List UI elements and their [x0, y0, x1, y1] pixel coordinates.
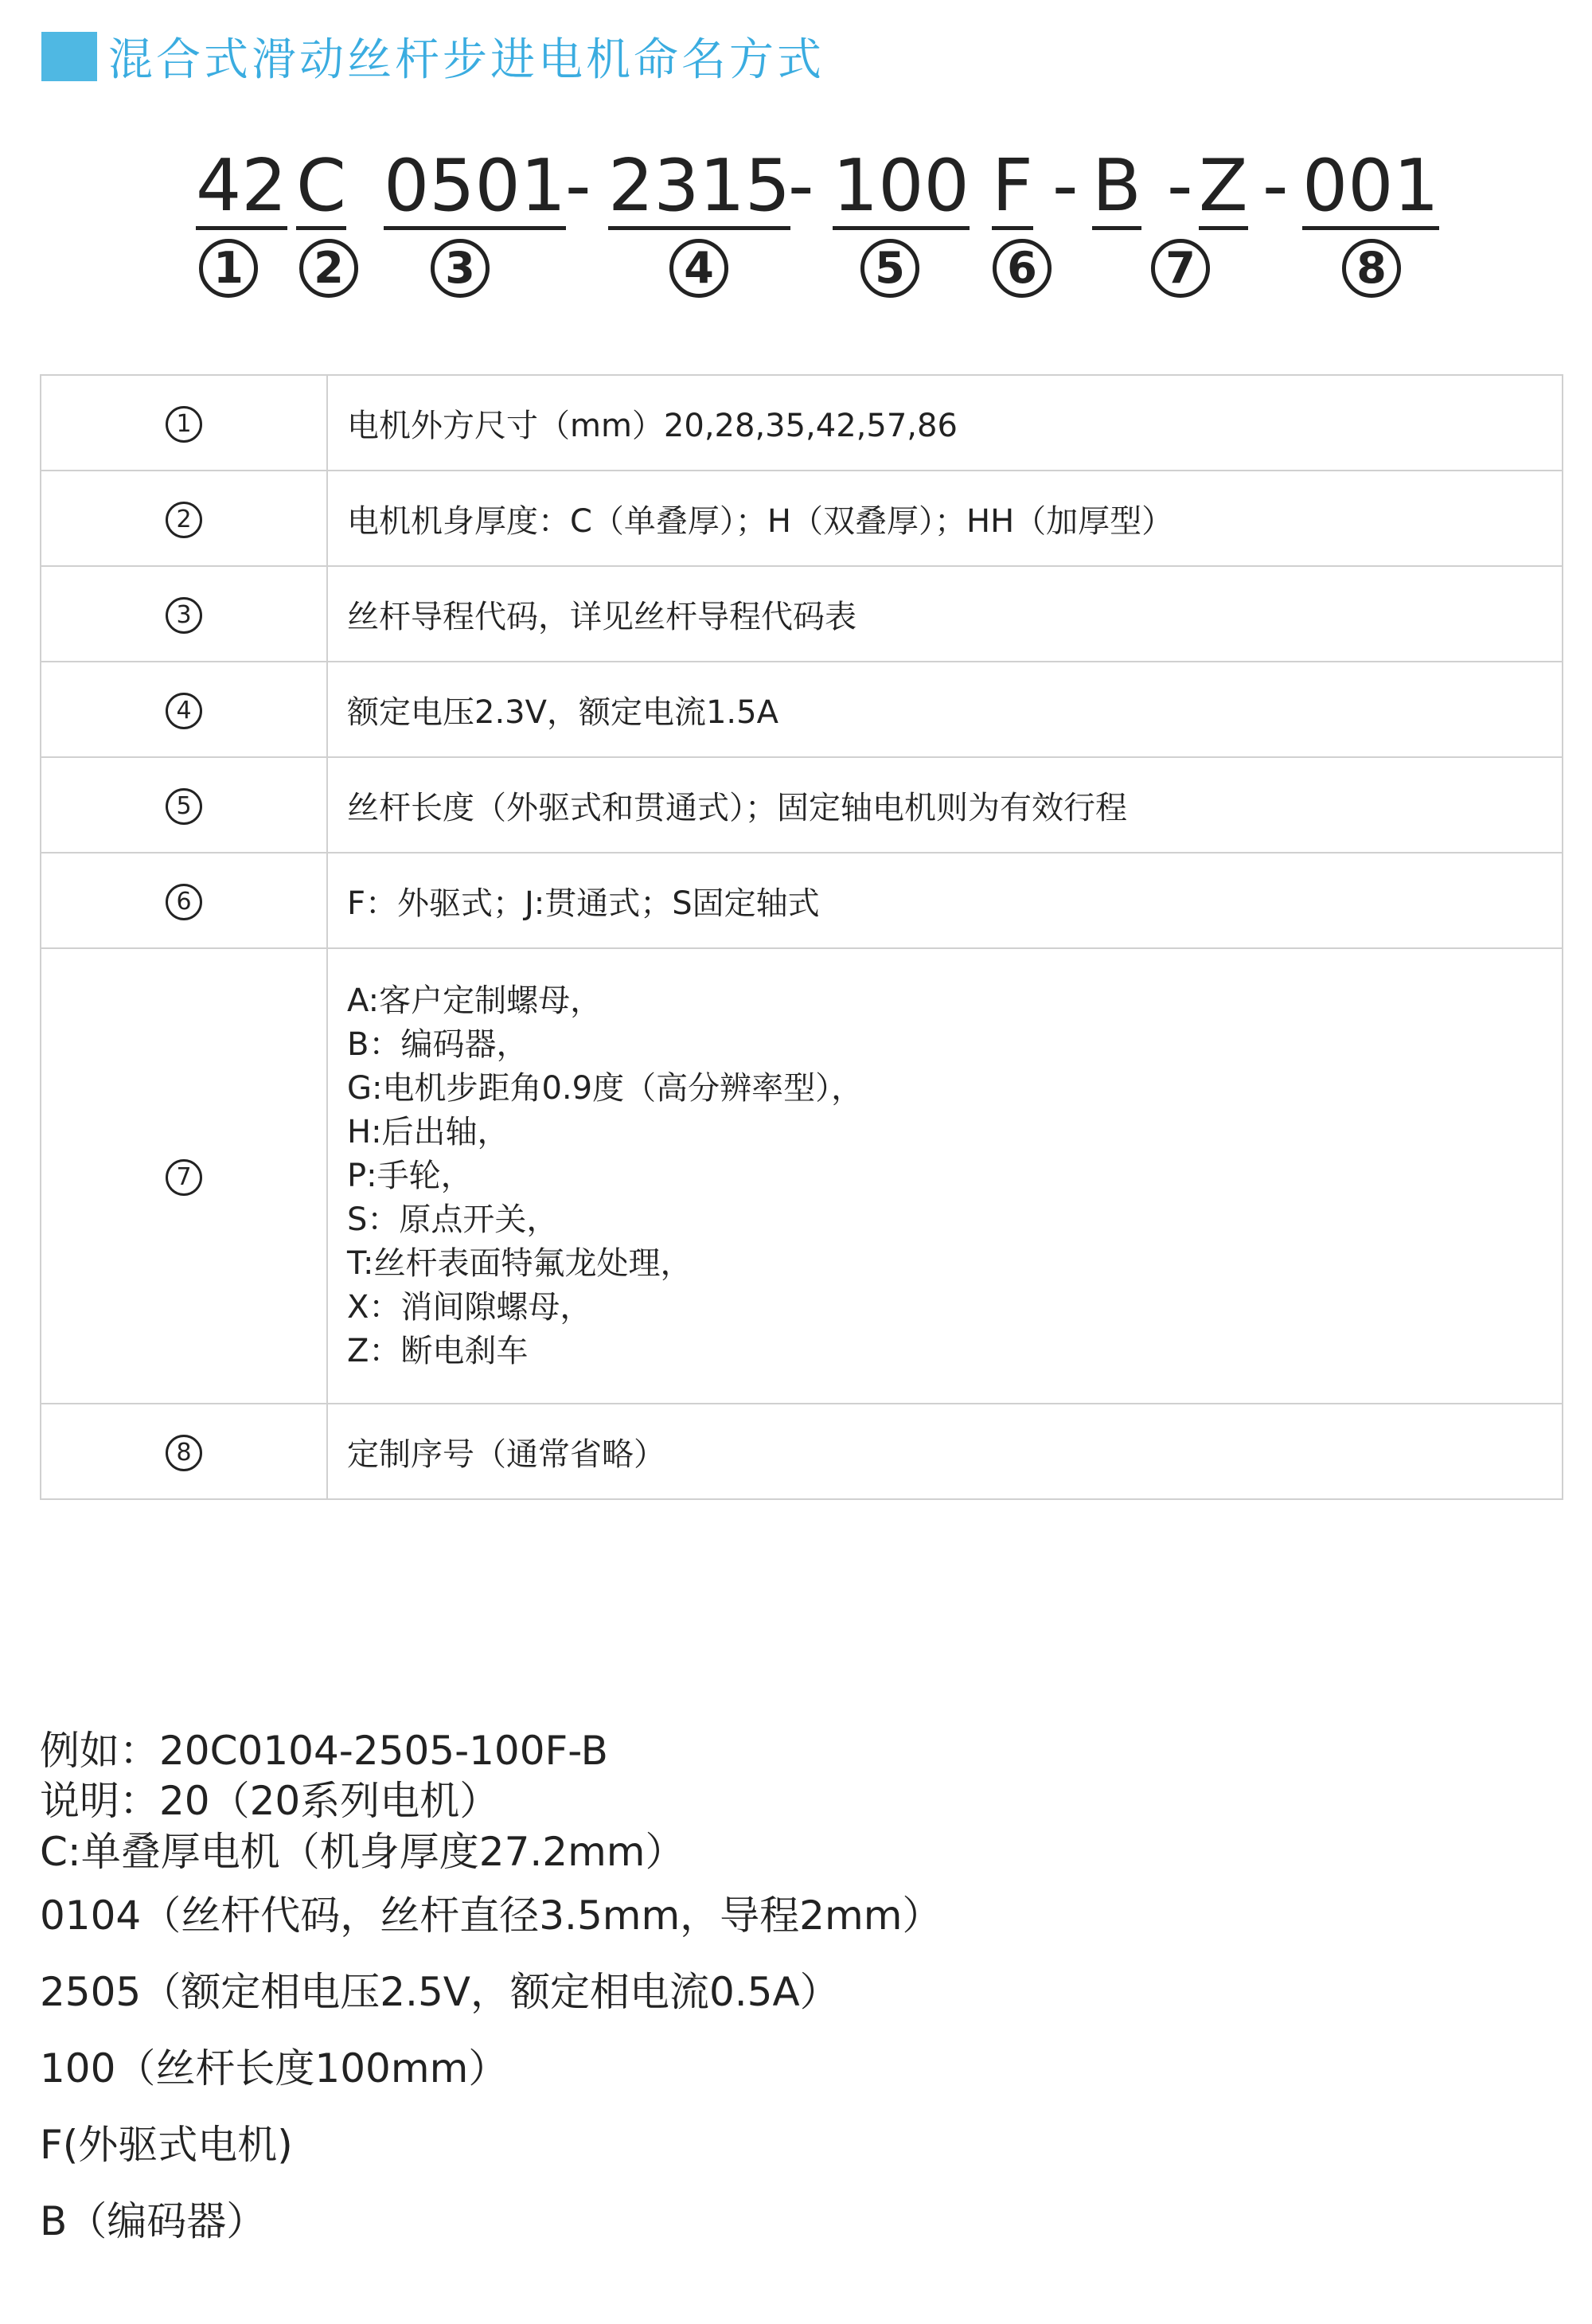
row-description: 电机机身厚度：C（单叠厚）；H（双叠厚）；HH（加厚型）: [327, 471, 1563, 566]
code-segment-6: F: [992, 146, 1033, 230]
code-number-5: 5: [860, 239, 919, 298]
example-line: 100（丝杆长度100mm）: [40, 2045, 509, 2092]
example-section: [40, 1726, 1552, 2260]
title-accent-square: [41, 32, 97, 81]
code-segment-4: 2315: [608, 146, 790, 230]
row-number: 3: [166, 597, 202, 634]
example-line: C:单叠厚电机（机身厚度27.2mm）: [40, 1829, 685, 1875]
option-item: A:客户定制螺母，: [347, 982, 603, 1019]
row-number: 2: [166, 502, 202, 538]
code-separator: -: [1262, 144, 1289, 228]
code-separator: -: [1167, 144, 1193, 228]
row-number: 4: [166, 693, 202, 729]
example-line: F(外驱式电机): [40, 2122, 293, 2168]
table-row: [41, 1404, 1563, 1499]
option-item: B：编码器，: [347, 1025, 529, 1063]
example-line: 例如：20C0104-2505-100F-B: [40, 1728, 608, 1774]
code-segment-8: Z: [1199, 146, 1248, 230]
row-options-cell: [327, 948, 1563, 1404]
row-description: 丝杆长度（外驱式和贯通式）；固定轴电机则为有效行程: [327, 757, 1563, 853]
example-line: 2505（额定相电压2.5V，额定相电流0.5A）: [40, 1969, 840, 2015]
option-item: T:丝杆表面特氟龙处理，: [347, 1244, 693, 1282]
page-title: 混合式滑动丝杆步进电机命名方式: [108, 34, 825, 86]
row-description: F：外驱式；J:贯通式；S固定轴式: [327, 853, 1563, 948]
option-item: H:后出轴，: [347, 1113, 509, 1150]
code-separator: -: [565, 144, 591, 228]
page-title-bar: [41, 29, 825, 84]
code-number-3: 3: [431, 239, 490, 298]
table-row: [41, 471, 1563, 566]
example-line: B（编码器）: [40, 2198, 267, 2244]
row-description: 丝杆导程代码，详见丝杆导程代码表: [327, 566, 1563, 662]
row-number: 5: [166, 788, 202, 825]
naming-table: [40, 374, 1563, 1500]
row-description: 电机外方尺寸（mm）20,28,35,42,57,86: [327, 375, 1563, 471]
table-row: [41, 375, 1563, 471]
table-row: [41, 662, 1563, 757]
code-number-8: 8: [1342, 239, 1401, 298]
code-segment-5: 100: [833, 146, 970, 230]
code-separator: -: [1052, 144, 1079, 228]
example-line: 说明：20（20系列电机）: [40, 1778, 500, 1824]
option-item: P:手轮，: [347, 1157, 473, 1194]
row-number: 6: [166, 884, 202, 920]
option-item: S：原点开关，: [347, 1201, 559, 1238]
code-segment-1: 42: [196, 146, 287, 230]
code-number-7: 7: [1151, 239, 1210, 298]
code-segment-2: C: [296, 146, 346, 230]
table-row: [41, 566, 1563, 662]
option-item: G:电机步距角0.9度（高分辨率型），: [347, 1069, 864, 1107]
code-number-4: 4: [669, 239, 728, 298]
code-segment-3: 0501: [384, 146, 566, 230]
code-separator: -: [788, 144, 814, 228]
table-row: [41, 757, 1563, 853]
row-description: 定制序号（通常省略）: [327, 1404, 1563, 1499]
option-item: X：消间隙螺母，: [347, 1288, 592, 1326]
row-number: 1: [166, 406, 202, 443]
row-description: 额定电压2.3V，额定电流1.5A: [327, 662, 1563, 757]
code-number-2: 2: [299, 239, 358, 298]
code-number-6: 6: [993, 239, 1052, 298]
code-number-1: 1: [199, 239, 258, 298]
table-row: [41, 948, 1563, 1404]
row-number: 7: [166, 1159, 202, 1196]
example-line: 0104（丝杆代码，丝杆直径3.5mm，导程2mm）: [40, 1892, 942, 1939]
option-list: [347, 979, 1561, 1373]
table-row: [41, 853, 1563, 948]
option-item: Z：断电刹车: [347, 1332, 529, 1369]
row-number: 8: [166, 1435, 202, 1471]
code-segment-7: B: [1092, 146, 1141, 230]
code-segment-9: 001: [1302, 146, 1439, 230]
